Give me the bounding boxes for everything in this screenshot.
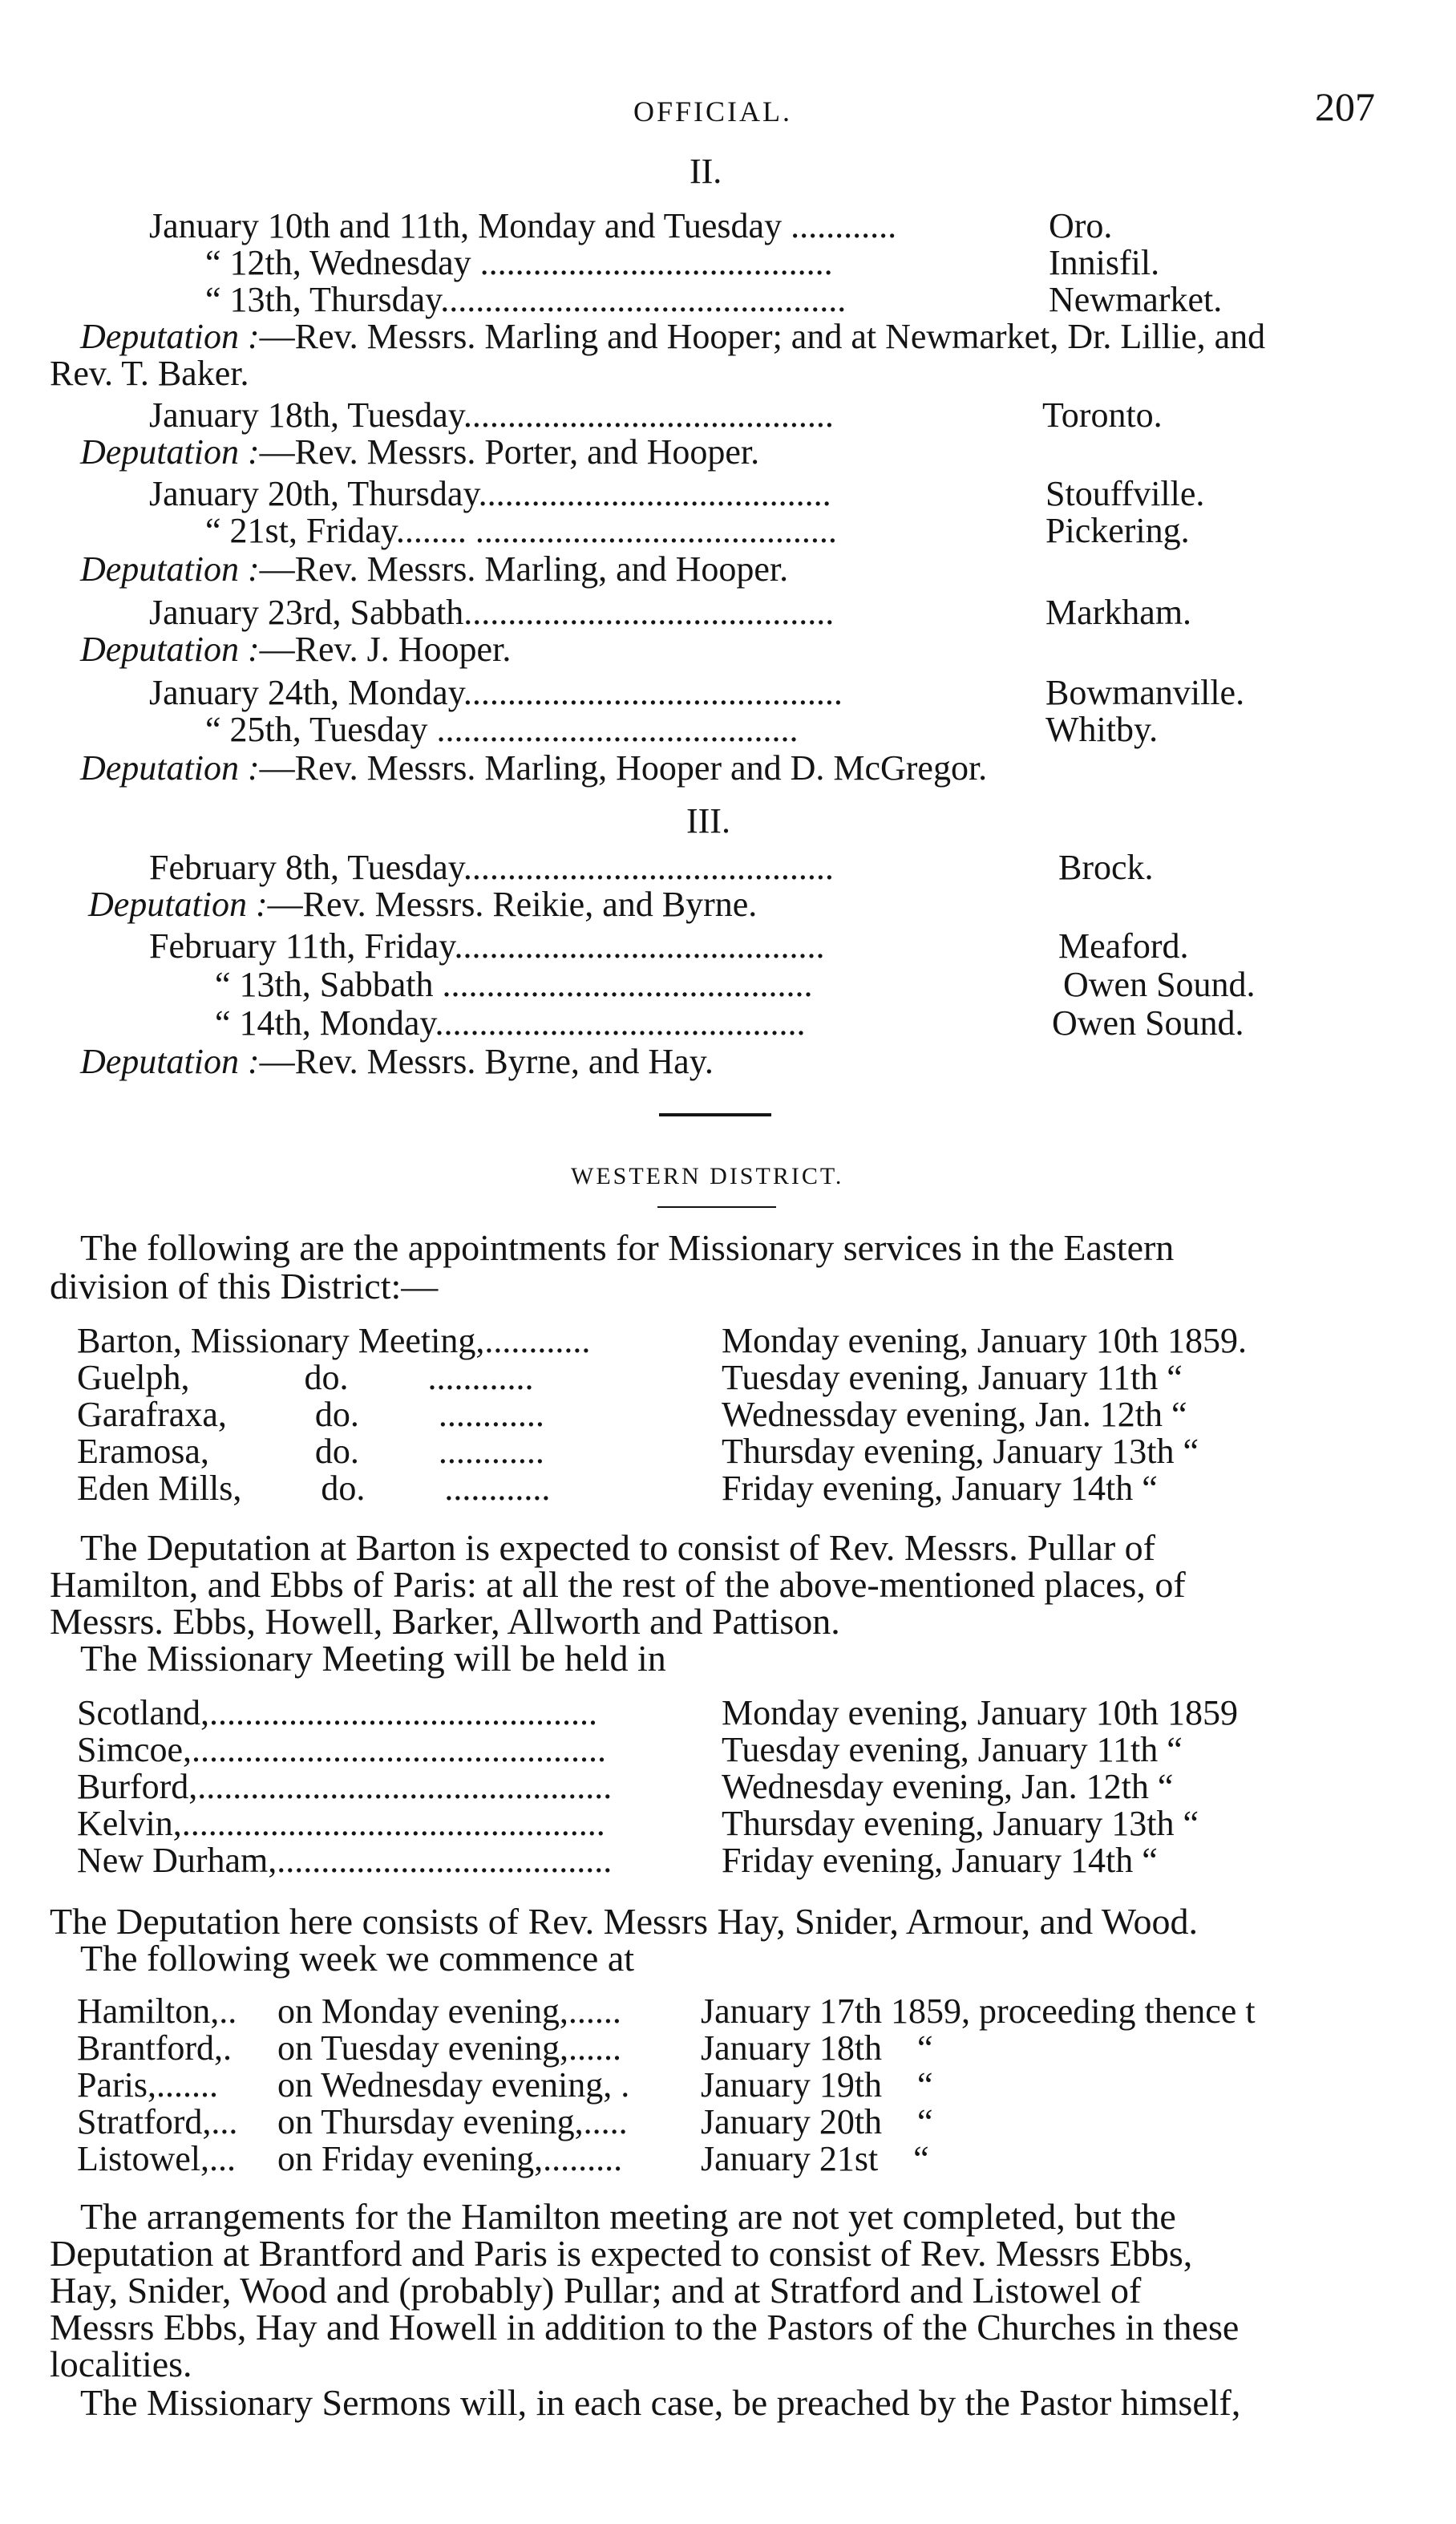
- paragraph-line: The arrangements for the Hamilton meeting are not yet completed, but the: [80, 2196, 1176, 2237]
- meeting-row: [77, 1359, 1408, 1397]
- deputation-label: Deputation :: [80, 630, 260, 669]
- schedule-place: Owen Sound.: [1052, 1003, 1244, 1043]
- meeting-place: Guelph, do. ............: [77, 1358, 534, 1397]
- schedule-row: [205, 281, 1400, 319]
- schedule-row: [215, 1004, 1418, 1043]
- schedule-place: Stouffville.: [1045, 474, 1205, 513]
- schedule-row: [149, 594, 1400, 632]
- paragraph-line: The following week we commence at: [80, 1938, 635, 1979]
- schedule-place: Bowmanville.: [1045, 673, 1245, 712]
- meeting-time: Friday evening, January 14th “: [722, 1841, 1158, 1880]
- meeting-date: January 20th “: [701, 2102, 933, 2141]
- schedule-place: Meaford.: [1058, 926, 1189, 966]
- meeting-row: [77, 1841, 1408, 1880]
- deputation-line: [88, 885, 757, 924]
- schedule-place: Pickering.: [1045, 511, 1190, 550]
- deputation-label: Deputation :: [80, 432, 260, 472]
- schedule-place: Innisfil.: [1049, 243, 1160, 282]
- deputation-line: [80, 1043, 714, 1081]
- meeting-time: on Thursday evening,.....: [277, 2102, 628, 2141]
- meeting-place: Brantford,.: [77, 2028, 233, 2068]
- running-title: OFFICIAL.: [633, 95, 793, 128]
- deputation-line: [80, 318, 1265, 356]
- deputation-text: —Rev. Messrs. Marling and Hooper; and at Newmarket, Dr. Lillie, and: [259, 317, 1266, 356]
- schedule-date: January 10th and 11th, Monday and Tuesday ............: [149, 206, 897, 245]
- deputation-continuation: Rev. T. Baker.: [50, 354, 249, 393]
- meeting-time: on Tuesday evening,......: [277, 2028, 621, 2068]
- schedule-row: [205, 244, 1400, 282]
- meeting-place: Kelvin,................................................: [77, 1804, 605, 1843]
- schedule-row: [149, 927, 1400, 966]
- intro-line: The following are the appointments for Missionary services in the Eastern: [80, 1227, 1175, 1268]
- meeting-place: Paris,.......: [77, 2065, 218, 2105]
- paragraph-line: Messrs Ebbs, Hay and Howell in addition to the Pastors of the Churches in these: [50, 2307, 1240, 2348]
- meeting-place: Eden Mills, do. ............: [77, 1469, 551, 1508]
- schedule-row: [149, 396, 1400, 435]
- meeting-place: Barton, Missionary Meeting,............: [77, 1321, 591, 1360]
- meeting-time: on Wednesday evening, .: [277, 2065, 630, 2105]
- meeting-row: [77, 1805, 1408, 1843]
- meeting-date: January 18th “: [701, 2028, 933, 2068]
- deputation-line: [80, 749, 987, 788]
- deputation-label: Deputation :: [88, 885, 268, 924]
- schedule-place: Toronto.: [1042, 395, 1163, 435]
- paragraph-line: Hamilton, and Ebbs of Paris: at all the rest of the above-mentioned places, of: [50, 1564, 1186, 1605]
- meeting-time: Monday evening, January 10th 1859.: [722, 1321, 1247, 1360]
- meeting-row: [77, 2140, 1424, 2178]
- western-district-heading: WESTERN DISTRICT.: [571, 1163, 844, 1189]
- meeting-row: [77, 2066, 1424, 2105]
- meeting-row: [77, 1469, 1408, 1508]
- deputation-text: —Rev. Messrs. Reikie, and Byrne.: [267, 885, 758, 924]
- schedule-row: [205, 711, 1400, 749]
- schedule-date: January 18th, Tuesday..........................................: [149, 395, 834, 435]
- schedule-date: “ 14th, Monday..........................................: [215, 1003, 806, 1043]
- schedule-date: January 23rd, Sabbath..........................................: [149, 593, 835, 632]
- meeting-place: Hamilton,..: [77, 1991, 237, 2031]
- meeting-time: on Monday evening,......: [277, 1991, 621, 2031]
- deputation-label: Deputation :: [80, 748, 260, 788]
- schedule-date: “ 13th, Thursday..............................................: [205, 280, 847, 319]
- schedule-date: “ 25th, Tuesday .........................................: [205, 710, 799, 749]
- deputation-label: Deputation :: [80, 549, 260, 589]
- paragraph-line: The Deputation at Barton is expected to consist of Rev. Messrs. Pullar of: [80, 1527, 1155, 1568]
- meeting-time: Thursday evening, January 13th “: [722, 1432, 1199, 1471]
- paragraph-line: Hay, Snider, Wood and (probably) Pullar; and at Stratford and Listowel of: [50, 2270, 1142, 2311]
- meeting-place: Stratford,...: [77, 2102, 238, 2141]
- section-divider: [659, 1113, 771, 1116]
- paragraph-line: The Missionary Sermons will, in each case, be preached by the Pastor himself,: [80, 2382, 1241, 2423]
- meeting-time: Monday evening, January 10th 1859: [722, 1693, 1238, 1732]
- meeting-row: [77, 1322, 1408, 1360]
- meeting-date: January 19th “: [701, 2065, 933, 2105]
- schedule-place: Owen Sound.: [1063, 965, 1256, 1004]
- schedule-date: February 8th, Tuesday..........................................: [149, 848, 834, 887]
- meeting-place: Simcoe,...............................................: [77, 1730, 606, 1769]
- heading-underline: [657, 1206, 776, 1208]
- paragraph-line: Deputation at Brantford and Paris is expected to consist of Rev. Messrs Ebbs,: [50, 2233, 1193, 2274]
- meeting-time: Wednessday evening, Jan. 12th “: [722, 1395, 1187, 1434]
- meeting-place: Garafraxa, do. ............: [77, 1395, 544, 1434]
- meeting-place: Eramosa, do. ............: [77, 1432, 544, 1471]
- meeting-place: Burford,...............................................: [77, 1767, 613, 1806]
- page-number: 207: [1315, 84, 1375, 129]
- deputation-text: —Rev. Messrs. Porter, and Hooper.: [259, 432, 760, 472]
- meeting-time: Friday evening, January 14th “: [722, 1469, 1158, 1508]
- meeting-row: [77, 2103, 1424, 2141]
- meeting-date: January 17th 1859, proceeding thence t: [701, 1991, 1256, 2031]
- meeting-row: [77, 1432, 1408, 1471]
- deputation-label: Deputation :: [80, 1042, 260, 1081]
- schedule-place: Whitby.: [1045, 710, 1159, 749]
- meeting-time: Thursday evening, January 13th “: [722, 1804, 1199, 1843]
- meeting-time: Tuesday evening, January 11th “: [722, 1358, 1183, 1397]
- meeting-time: on Friday evening,.........: [277, 2139, 623, 2178]
- schedule-date: February 11th, Friday..........................................: [149, 926, 825, 966]
- deputation-text: —Rev. Messrs. Byrne, and Hay.: [259, 1042, 714, 1081]
- paragraph-line: The Missionary Meeting will be held in: [80, 1638, 666, 1679]
- deputation-line: [80, 433, 759, 472]
- schedule-date: “ 13th, Sabbath ..........................................: [215, 965, 813, 1004]
- intro-line: division of this District:—: [50, 1266, 439, 1307]
- schedule-date: January 24th, Monday...........................................: [149, 673, 843, 712]
- deputation-line: [80, 550, 788, 589]
- meeting-place: Listowel,...: [77, 2139, 236, 2178]
- paragraph-line: Messrs. Ebbs, Howell, Barker, Allworth and Pattison.: [50, 1601, 840, 1642]
- schedule-place: Oro.: [1049, 206, 1113, 245]
- schedule-place: Markham.: [1045, 593, 1192, 632]
- meeting-date: January 21st “: [701, 2139, 929, 2178]
- meeting-row: [77, 2029, 1424, 2068]
- meeting-row: [77, 1992, 1424, 2031]
- meeting-place: Scotland,............................................: [77, 1693, 597, 1732]
- schedule-date: January 20th, Thursday........................................: [149, 474, 831, 513]
- deputation-text: —Rev. Messrs. Marling, Hooper and D. McGregor.: [259, 748, 988, 788]
- schedule-row: [215, 966, 1418, 1004]
- schedule-row: [149, 207, 1400, 245]
- schedule-row: [149, 475, 1400, 513]
- schedule-date: “ 21st, Friday........ .........................................: [205, 511, 837, 550]
- meeting-place: New Durham,......................................: [77, 1841, 613, 1880]
- schedule-place: Brock.: [1058, 848, 1154, 887]
- meeting-row: [77, 1768, 1408, 1806]
- meeting-row: [77, 1694, 1408, 1732]
- meeting-row: [77, 1396, 1408, 1434]
- schedule-row: [205, 512, 1400, 550]
- schedule-place: Newmarket.: [1049, 280, 1223, 319]
- deputation-line: [80, 630, 511, 669]
- schedule-row: [149, 674, 1416, 712]
- meeting-time: Tuesday evening, January 11th “: [722, 1730, 1183, 1769]
- section-iii-heading: III.: [686, 801, 730, 841]
- paragraph-line: The Deputation here consists of Rev. Messrs Hay, Snider, Armour, and Wood.: [50, 1901, 1198, 1942]
- deputation-text: —Rev. Messrs. Marling, and Hooper.: [259, 549, 789, 589]
- deputation-text: —Rev. J. Hooper.: [259, 630, 512, 669]
- section-ii-heading: II.: [690, 152, 722, 191]
- paragraph-line: localities.: [50, 2344, 192, 2384]
- meeting-time: Wednesday evening, Jan. 12th “: [722, 1767, 1174, 1806]
- schedule-row: [149, 849, 1400, 887]
- meeting-row: [77, 1731, 1408, 1769]
- schedule-date: “ 12th, Wednesday ........................................: [205, 243, 833, 282]
- deputation-label: Deputation :: [80, 317, 260, 356]
